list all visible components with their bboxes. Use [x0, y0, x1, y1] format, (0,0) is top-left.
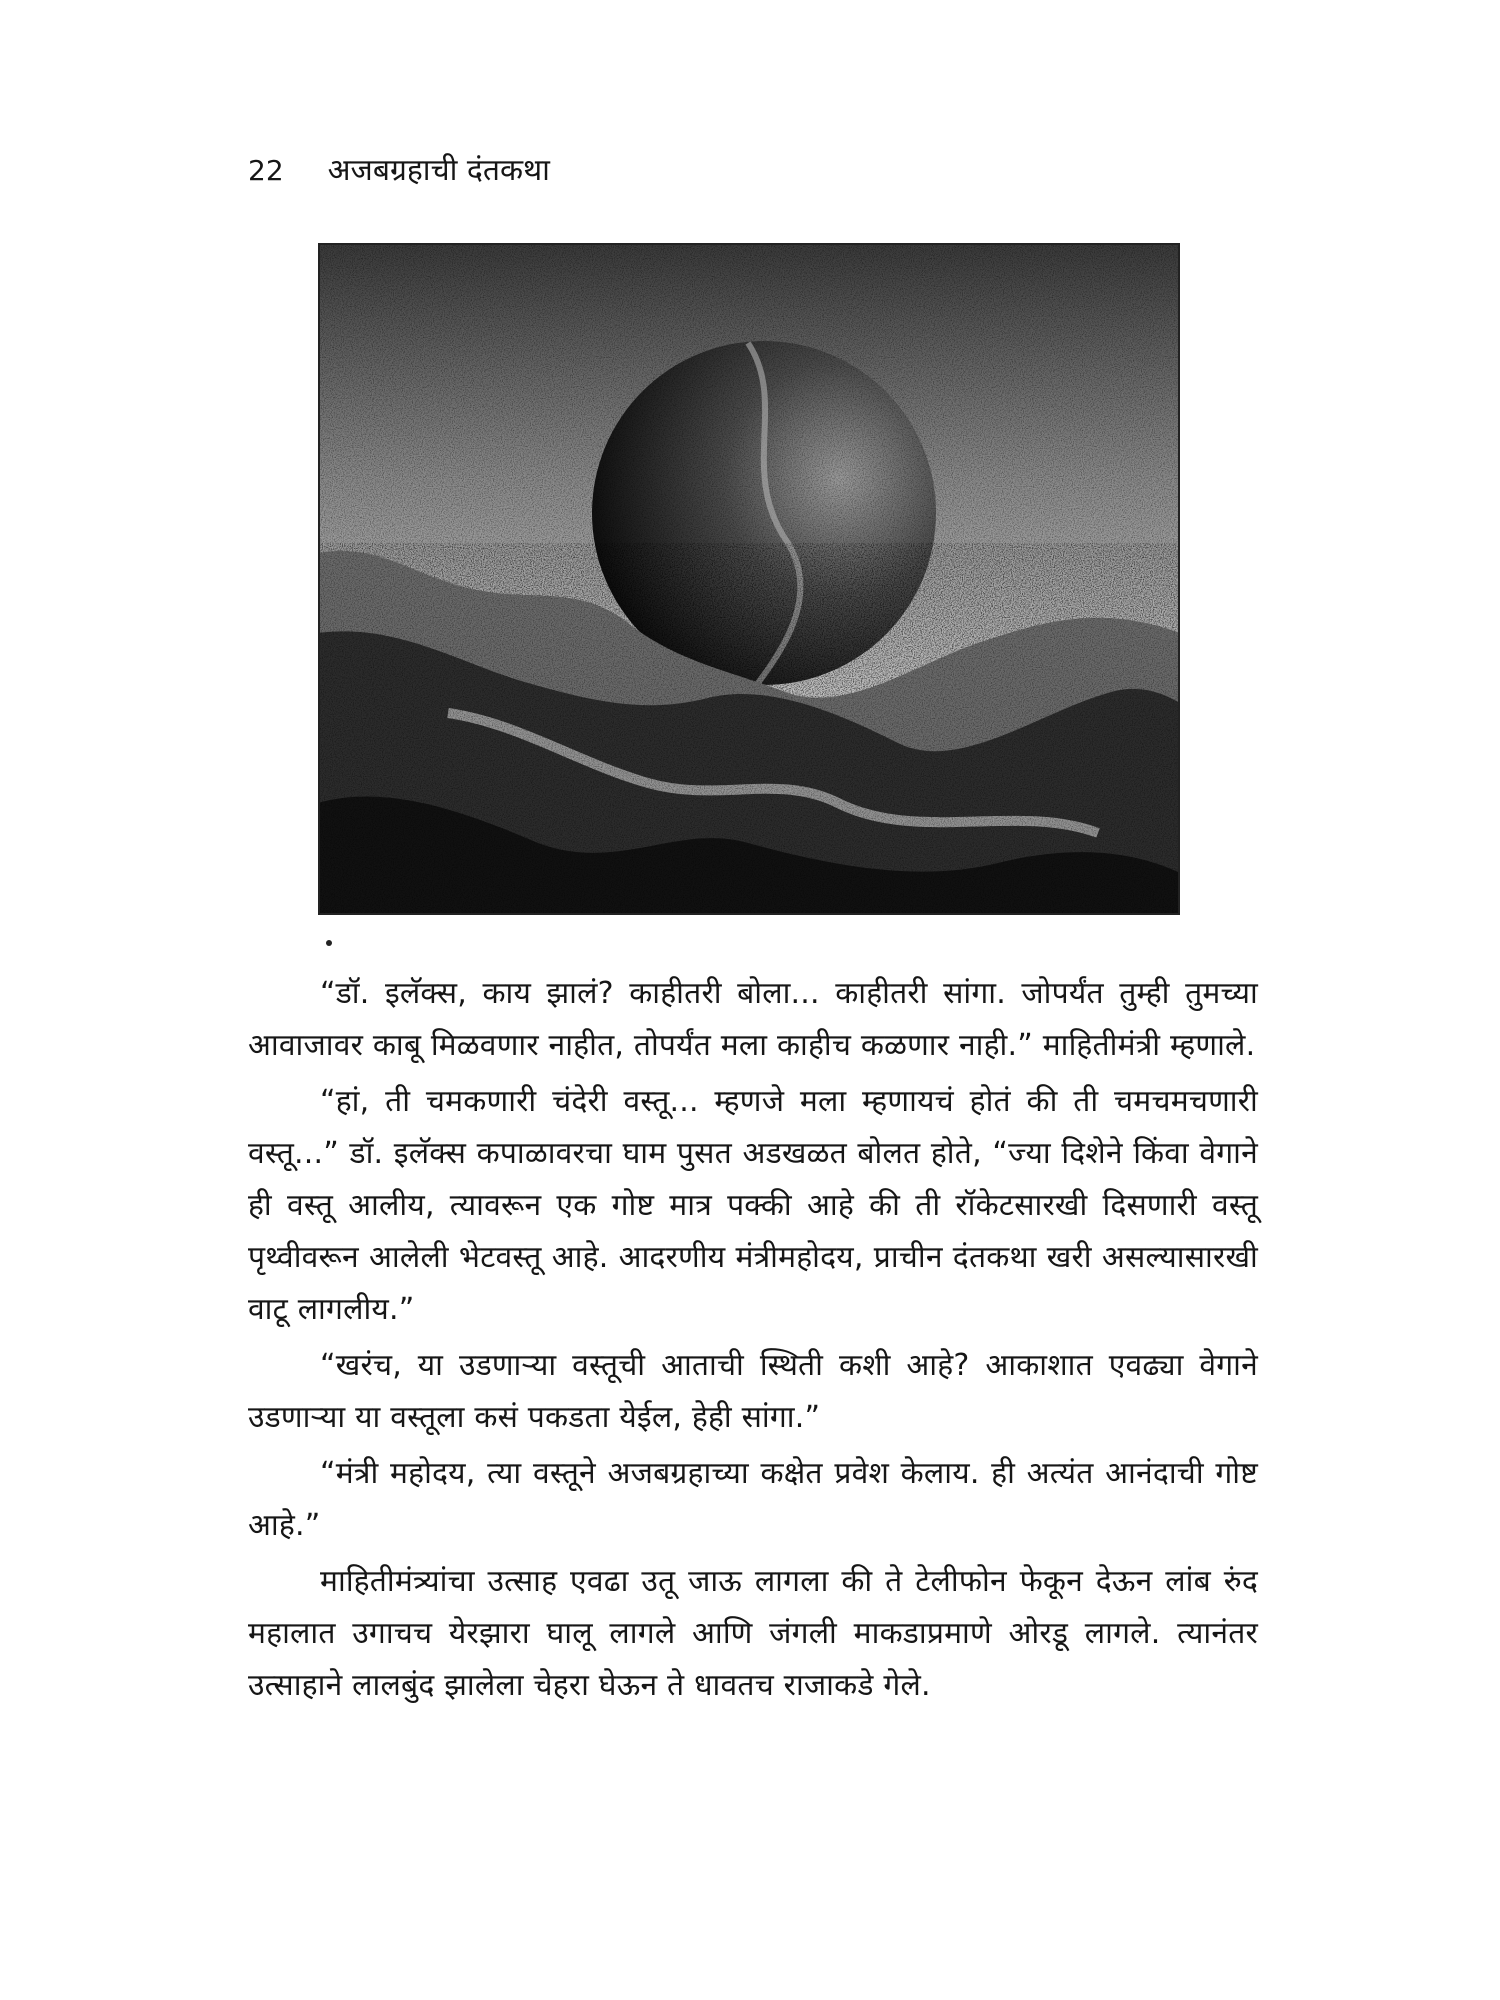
paragraph: “खरंच, या उडणाऱ्या वस्तूची आताची स्थिती कशी आहे? आकाशात एवढ्या वेगाने उडणाऱ्या या वस्तूला कसं पकडता येईल, हेही सांगा.” [248, 1348, 1258, 1435]
paragraph: “मंत्री महोदय, त्या वस्तूने अजबग्रहाच्या कक्षेत प्रवेश केलाय. ही अत्यंत आनंदाची गोष्ट आहे.” [248, 1456, 1258, 1543]
paragraph: “डॉ. इलॅक्स, काय झालं? काहीतरी बोला... काहीतरी सांगा. जोपर्यंत तुम्ही तुमच्या आवाजावर काबू मिळवणार नाहीत, तोपर्यंत मला काहीच कळणार नाही.” माहितीमंत्री म्हणाले. [248, 976, 1258, 1063]
paragraph: माहितीमंत्र्यांचा उत्साह एवढा उतू जाऊ लागला की ते टेलीफोन फेकून देऊन लांब रुंद महालात उगाचच येरझारा घालू लागले आणि जंगली माकडाप्रमाणे ओरडू लागले. त्यानंतर उत्साहाने लालबुंद झालेला चेहरा घेऊन ते धावतच राजाकडे गेले. [248, 1564, 1258, 1703]
ground-grain [318, 543, 1180, 915]
page-number: 22 [248, 154, 284, 187]
stray-dot [326, 940, 332, 946]
planet-over-mountains-illustration [318, 243, 1180, 915]
page-header [248, 148, 550, 188]
body-text [248, 968, 1258, 1716]
paragraph: “हां, ती चमकणारी चंदेरी वस्तू... म्हणजे मला म्हणायचं होतं की ती चमचमचणारी वस्तू...” डॉ. इलॅक्स कपाळावरचा घाम पुसत अडखळत बोलत होते, “ज्या दिशेने किंवा वेगाने ही वस्तू आलीय, त्यावरून एक गोष्ट मात्र पक्की आहे की ती रॉकेटसारखी दिसणारी वस्तू पृथ्वीवरून आलेली भेटवस्तू आहे. आदरणीय मंत्रीमहोदय, प्राचीन दंतकथा खरी असल्यासारखी वाटू लागलीय.” [248, 1084, 1258, 1327]
book-title: अजबग्रहाची दंतकथा [327, 153, 550, 188]
